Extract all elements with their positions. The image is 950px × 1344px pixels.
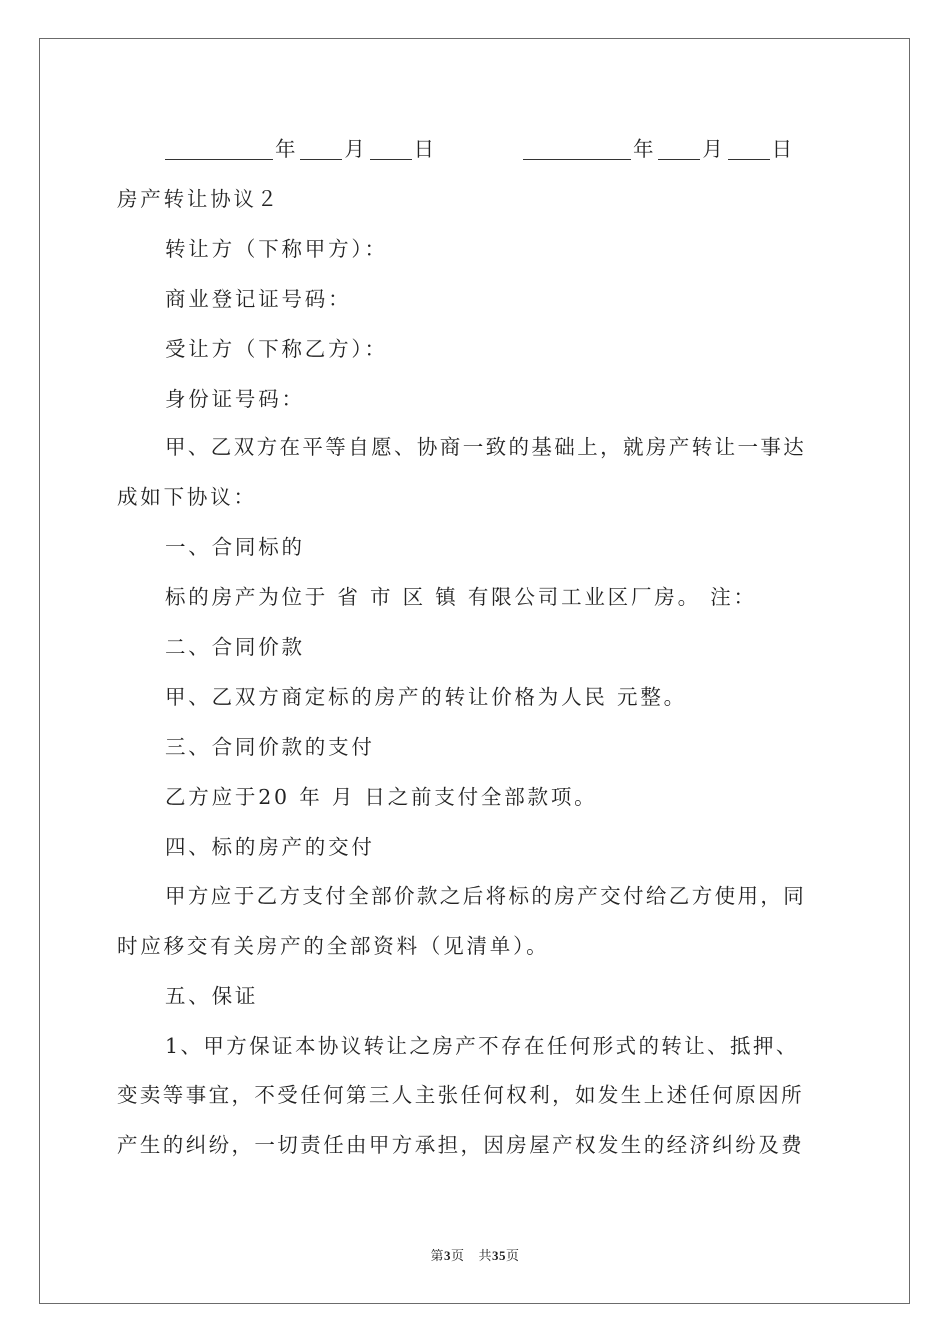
paragraph-line: 甲、乙双方在平等自愿、协商一致的基础上，就房产转让一事达: [165, 435, 807, 459]
month-label: 月: [344, 137, 368, 161]
section-heading: 一、合同标的: [165, 535, 305, 559]
section-heading: 五、保证: [165, 984, 259, 1008]
blank-year-right: [523, 137, 631, 160]
day-label: 日: [413, 137, 437, 161]
document-heading: 房产转让协议２: [117, 187, 281, 211]
footer-page-suffix: 页: [451, 1249, 465, 1264]
paragraph-line: 甲方应于乙方支付全部价款之后将标的房产交付给乙方使用，同: [165, 884, 807, 908]
blank-day-right: [728, 137, 770, 160]
paragraph-line: 转让方（下称甲方）：: [165, 237, 388, 261]
day-label: 日: [771, 137, 795, 161]
section-heading: 四、标的房产的交付: [165, 835, 375, 859]
year-label: 年: [633, 137, 657, 161]
paragraph-line: 甲、乙双方商定标的房产的转让价格为人民 元整。: [165, 685, 687, 709]
paragraph-line: 时应移交有关房产的全部资料（见清单）。: [117, 934, 550, 958]
page-frame: [39, 38, 910, 1304]
blank-year-left: [165, 137, 273, 160]
footer-total-suffix: 页: [505, 1249, 520, 1264]
paragraph-line: 变卖等事宜，不受任何第三人主张任何权利，如发生上述任何原因所: [117, 1083, 804, 1107]
month-label: 月: [702, 137, 726, 161]
section-heading: 三、合同价款的支付: [165, 735, 375, 759]
paragraph-line: 产生的纠纷，一切责任由甲方承担，因房屋产权发生的经济纠纷及费: [117, 1133, 804, 1157]
footer-page-number: 3: [444, 1248, 452, 1263]
blank-day-left: [370, 137, 412, 160]
paragraph-line: 标的房产为位于 省 市 区 镇 有限公司工业区厂房。 注：: [165, 585, 757, 609]
signature-date-left: [165, 134, 437, 164]
signature-date-right: [523, 134, 795, 164]
section-heading: 二、合同价款: [165, 635, 305, 659]
paragraph-line: 受让方（下称乙方）：: [165, 337, 388, 361]
blank-month-right: [658, 137, 700, 160]
footer-total-pages: 35: [491, 1248, 506, 1263]
paragraph-line: 身份证号码：: [165, 387, 305, 411]
footer-total-prefix: 共: [478, 1249, 492, 1264]
blank-month-left: [300, 137, 342, 160]
paragraph-line: 商业登记证号码：: [165, 287, 352, 311]
page-footer: [0, 1245, 950, 1264]
paragraph-line: 1、甲方保证本协议转让之房产不存在任何形式的转让、抵押、: [165, 1034, 799, 1058]
paragraph-line: 乙方应于20 年 月 日之前支付全部款项。: [165, 785, 598, 809]
footer-page-prefix: 第: [430, 1249, 445, 1264]
paragraph-line: 成如下协议：: [117, 485, 257, 509]
year-label: 年: [275, 137, 299, 161]
